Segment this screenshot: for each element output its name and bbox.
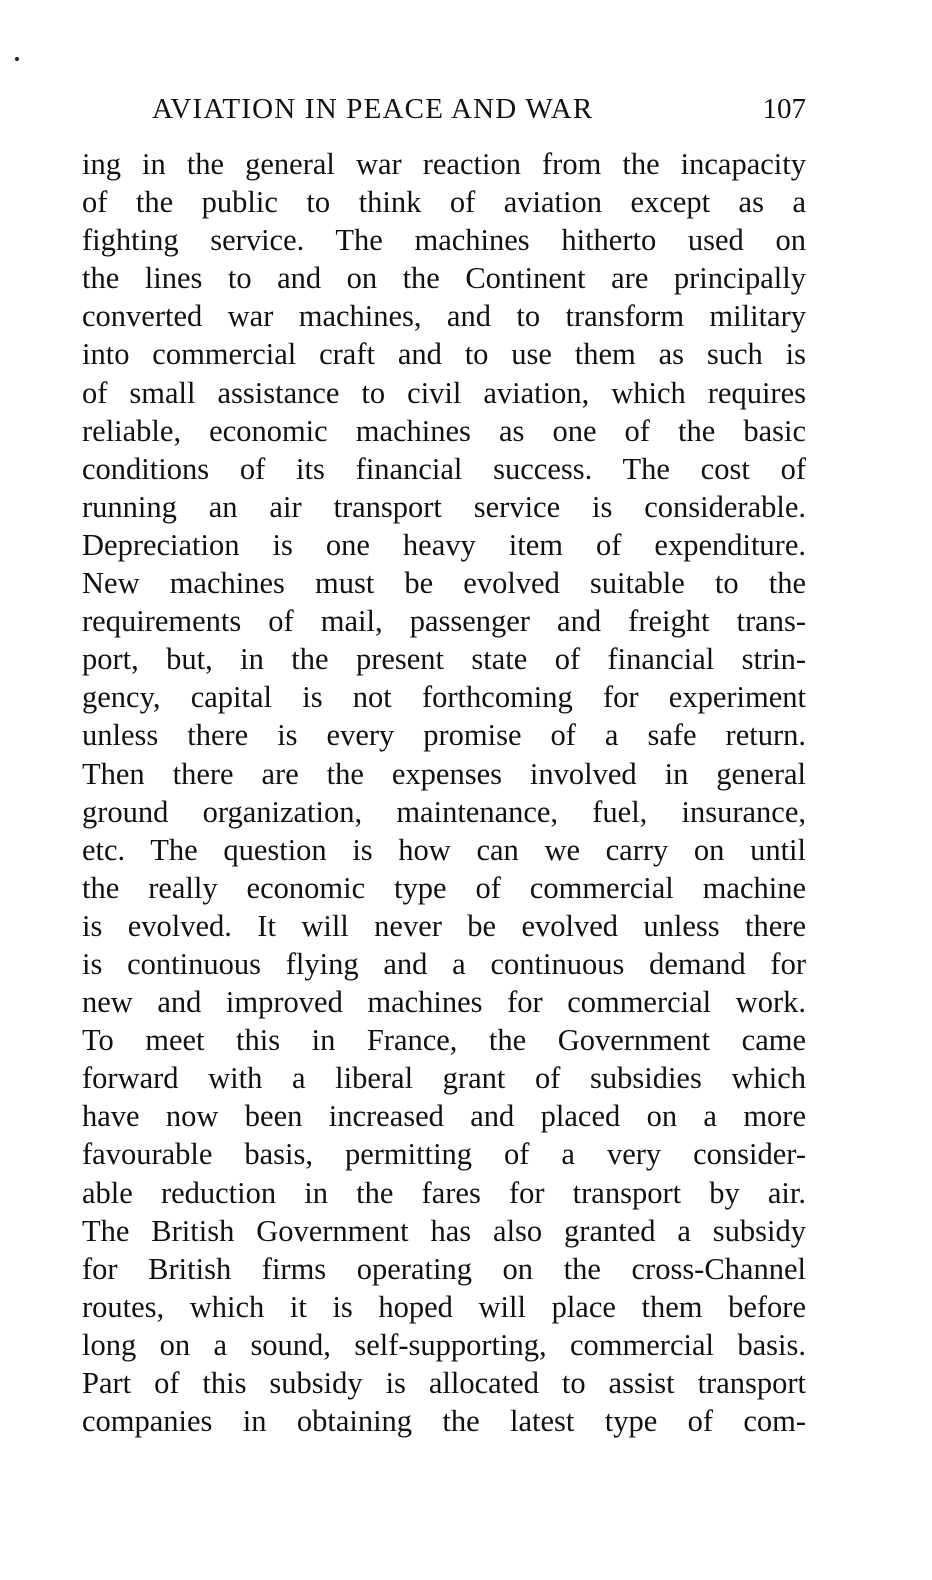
text-line: of the public to think of aviation except as a (82, 185, 806, 220)
text-line: etc. The question is how can we carry on until (82, 832, 806, 867)
text-line: conditions of its financial success. The cost of (82, 451, 806, 486)
stray-ink-speck (15, 57, 19, 61)
text-line: favourable basis, permitting of a very consider- (82, 1137, 806, 1172)
text-line: into commercial craft and to use them as such is (82, 337, 806, 372)
running-title: AVIATION IN PEACE AND WAR (152, 93, 594, 125)
text-line: fighting service. The machines hitherto used on (82, 223, 806, 258)
text-line: running an air transport service is considerable. (82, 489, 806, 524)
text-line: is evolved. It will never be evolved unless there (82, 908, 806, 943)
text-line: gency, capital is not forthcoming for experiment (82, 680, 806, 715)
text-line: the really economic type of commercial machine (82, 870, 806, 905)
text-line: the lines to and on the Continent are principally (82, 261, 806, 296)
text-line: routes, which it is hoped will place them before (82, 1289, 806, 1324)
text-line: have now been increased and placed on a more (82, 1099, 806, 1134)
text-line: new and improved machines for commercial work. (82, 985, 806, 1020)
text-line: reliable, economic machines as one of the basic (82, 413, 806, 448)
text-line: of small assistance to civil aviation, which requires (82, 375, 806, 410)
running-header (82, 90, 806, 130)
body-text (82, 145, 806, 1440)
text-line: companies in obtaining the latest type of com- (82, 1404, 806, 1439)
text-line: Part of this subsidy is allocated to assist transport (82, 1366, 806, 1400)
text-line: The British Government has also granted a subsidy (82, 1213, 806, 1248)
text-line: long on a sound, self-supporting, commercial basis. (82, 1327, 806, 1362)
text-line: is continuous flying and a continuous demand for (82, 946, 806, 981)
text-line: port, but, in the present state of financial strin- (82, 642, 806, 677)
text-line: Then there are the expenses involved in general (82, 756, 806, 791)
text-line: ground organization, maintenance, fuel, insurance, (82, 794, 806, 829)
text-line: forward with a liberal grant of subsidies which (82, 1061, 806, 1096)
text-line: for British firms operating on the cross-Channel (82, 1251, 806, 1286)
text-line: unless there is every promise of a safe return. (82, 718, 806, 753)
page-number: 107 (762, 93, 806, 125)
text-line: requirements of mail, passenger and freight trans- (82, 604, 806, 639)
text-line: able reduction in the fares for transport by air. (82, 1175, 806, 1210)
text-line: converted war machines, and to transform military (82, 299, 806, 334)
text-line: Depreciation is one heavy item of expenditure. (82, 527, 806, 562)
text-line: ing in the general war reaction from the incapacity (82, 147, 806, 181)
text-line: To meet this in France, the Government came (82, 1023, 806, 1058)
text-line: New machines must be evolved suitable to the (82, 566, 806, 601)
